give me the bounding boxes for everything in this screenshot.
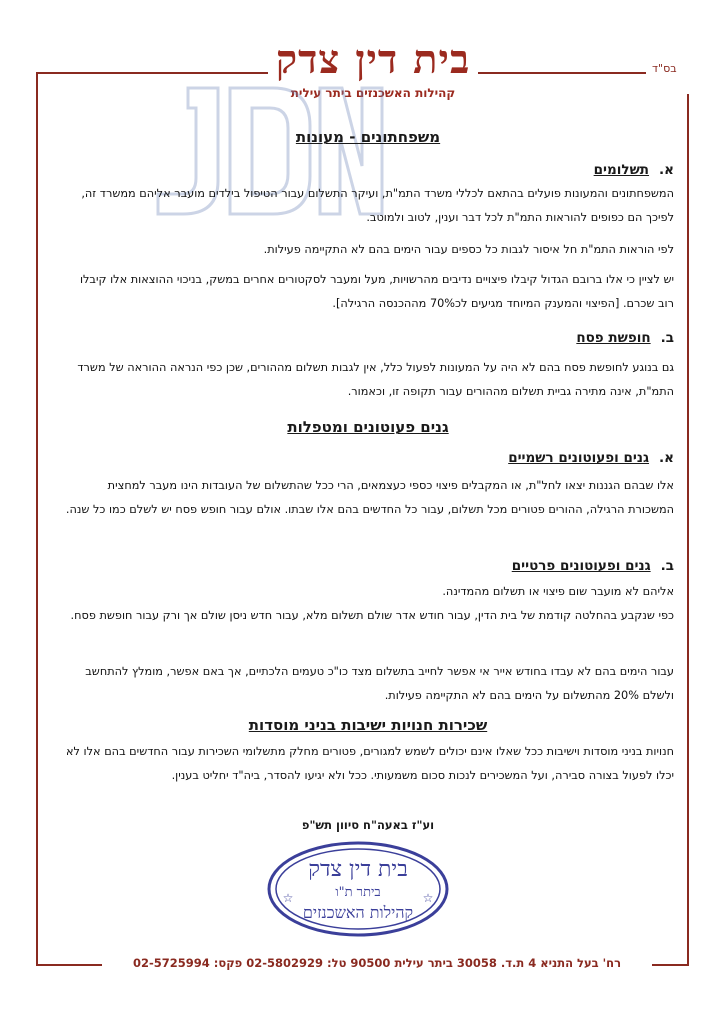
frame-left-border [36, 72, 38, 964]
subheading-text: תשלומים [593, 162, 650, 178]
paragraph: אלו שבהם הגננות יצאו לחל"ת, או המקבלים פיצוי כספי כעצמאים, הרי ככל שהתשלום של העובדות הינו מעבר למחצית המשכורת הרגילה, ההורים פטורים מכל תשלום, עבור כל החדשים בהם אלו שבתו. אולם עבור חופש פסח יש לשלם כמו כל שנה. [65, 479, 674, 516]
paragraph: המשפחתונים והמעונות פועלים בהתאם לכללי משרד התמ"ת, ועיקר התשלום עבור הטיפול בילדים מועבר אליהם ממשרד זה, לפיכך הם כפופים להוראות התמ"ת לכל דבר וענין, לטוב ולמוטב. [81, 187, 674, 224]
paragraph: יש לציין כי אלו ברובם הגדול קיבלו פיצויים נדיבים מהרשויות, מעל ומעבר לסקטורים אחרים במשק, בניכוי ההוצאות אלו קיבלו רוב שכרם. [הפיצוי והמענק המיוחד מגיעים לכ70% מההכנסה הרגילה]. [79, 273, 674, 310]
footer-rule-left [36, 964, 102, 966]
footer-contact: רח' בעל התניא 4 ת.ד. 30058 ביתר עילית 90500 טל: 02-5802929 פקס: 02-5725994 [132, 956, 621, 970]
subheading-private-kindergartens [512, 558, 674, 574]
subheading-number: א. [659, 162, 674, 178]
bsd-mark: בס"ד [652, 62, 677, 75]
subheading-passover-vacation [576, 330, 674, 346]
section-heading-kindergartens: גנים פעוטונים ומטפלות [287, 418, 449, 436]
subheading-number: ב. [660, 330, 674, 346]
section-heading-daycare: משפחתונים - מעונות [295, 128, 441, 146]
subheading-text: חופשת פסח [576, 330, 651, 346]
header-rule-left [36, 72, 268, 74]
subheading-number: ב. [660, 558, 674, 574]
paragraph: עבור הימים בהם לא עבדו בחודש אייר אי אפשר לחייב בתשלום מצד כו"כ טעמים הלכתיים, אך באם אפשר, מומלץ להתחשב ולשלם 20% מהתשלום על הימים בהם לא התקיימה פעילות. [85, 665, 674, 702]
paragraph: אליהם לא מועבר שום פיצוי או תשלום מהמדינה. [442, 585, 674, 598]
star-icon: ☆ [282, 891, 294, 905]
subheading-text: גנים ופעוטונים פרטיים [511, 558, 651, 574]
letterhead-title: בית דין צדק [275, 36, 471, 83]
subheading-text: גנים ופעוטונים רשמיים [508, 450, 650, 466]
header-rule-right [478, 72, 646, 74]
subheading-official-kindergartens [508, 450, 674, 466]
letterhead-subtitle: קהילות האשכנזים ביתר עילית [290, 86, 456, 100]
document-date: וע"ז באעה"ח סיוון תש"פ [301, 818, 435, 832]
paragraph: כפי שנקבע בהחלטה קודמת של בית הדין, עבור חודש אדר שולם תשלום מלא, עבור חדש ניסן שולם אך ורק עבור חופשת פסח. [70, 609, 674, 622]
section-heading-rentals: שכירות חנויות ישיבות בניני מוסדות [248, 716, 488, 734]
subheading-payments [594, 162, 674, 178]
stamp-line-3: קהילות האשכנזים [302, 903, 414, 922]
frame-right-border [687, 94, 689, 964]
star-icon: ☆ [422, 891, 434, 905]
court-stamp [266, 840, 450, 938]
footer-rule-right [652, 964, 689, 966]
paragraph: גם בנוגע לחופשת פסח בהם לא היה על המעונות לפעול כלל, אין לגבות תשלום מההורים, שכן כפי הנראה ההוראה של משרד התמ"ת, אינה מתירה גביית תשלום מההורים עבור תקופה זו, וכאמור. [77, 361, 674, 398]
subheading-number: א. [659, 450, 674, 466]
stamp-line-1: בית דין צדק [308, 857, 408, 882]
stamp-line-2: ביתר ת"ו [335, 885, 381, 900]
paragraph: חנויות בניני מוסדות וישיבות ככל שאלו אינם יכולים לשמש למגורים, פטורים מחלק מתשלומי השכירות עבור החדשים בהם אלו לא יכלו לפעול בצורה סבירה, ועל המשכירים לנכות סכום משמעותי. ככל ולא יגיעו להסדר, ביה"ד יחליט בענין. [65, 745, 674, 782]
paragraph: לפי הוראות התמ"ת חל איסור לגבות כל כספים עבור הימים בהם לא התקיימה פעילות. [263, 243, 674, 256]
